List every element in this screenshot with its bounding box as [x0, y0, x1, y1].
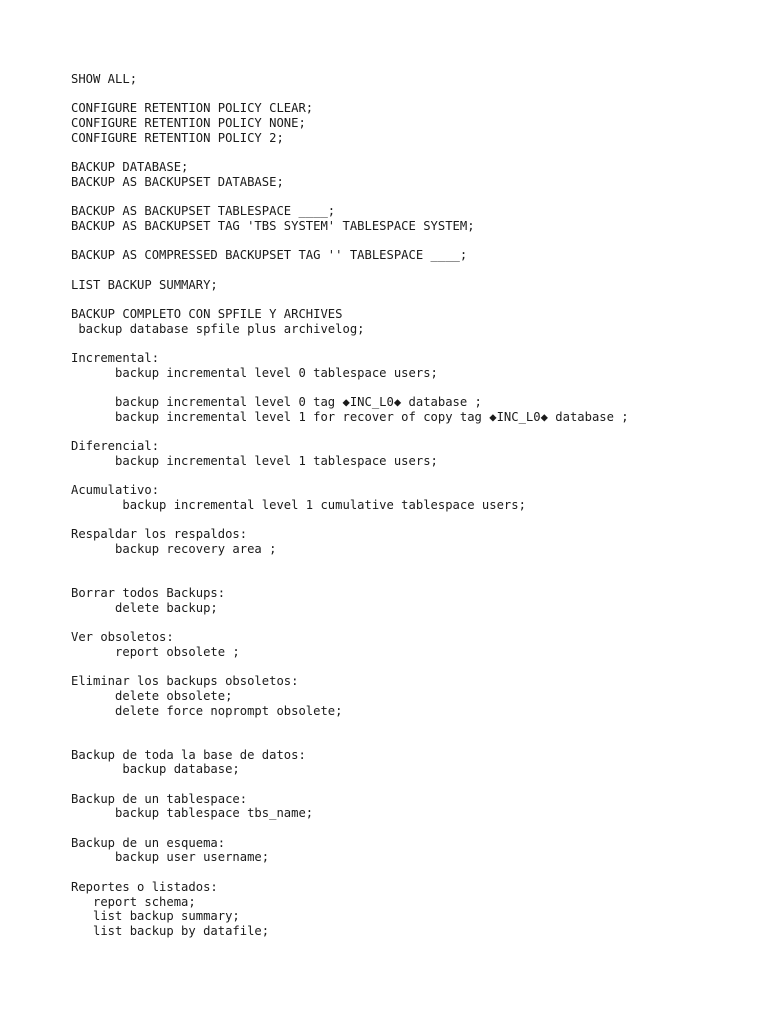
document-line: Reportes o listados: — [71, 879, 218, 894]
document-line — [71, 469, 751, 484]
document-line — [71, 821, 751, 836]
document-body — [71, 72, 751, 939]
document-line — [71, 615, 751, 630]
document-line: Ver obsoletos: — [71, 630, 174, 645]
document-line: backup database spfile plus archivelog; — [71, 321, 365, 336]
document-line — [71, 190, 751, 205]
document-line — [71, 571, 751, 586]
document-line: delete obsolete; — [71, 688, 233, 703]
document-line — [71, 425, 751, 440]
document-line: backup incremental level 0 tag ◆INC_L0◆ database ; — [71, 395, 482, 410]
document-line — [71, 777, 751, 792]
document-line: Eliminar los backups obsoletos: — [71, 674, 299, 689]
document-line: backup incremental level 1 tablespace users; — [71, 453, 438, 468]
document-line: Acumulativo: — [71, 483, 160, 498]
document-line: SHOW ALL; — [71, 72, 138, 86]
document-line: BACKUP DATABASE; — [71, 160, 189, 175]
document-line: BACKUP AS COMPRESSED BACKUPSET TAG '' TABLESPACE ____; — [71, 248, 468, 263]
document-line — [71, 380, 751, 395]
document-line: BACKUP AS BACKUPSET TABLESPACE ____; — [71, 204, 336, 219]
document-line: Respaldar los respaldos: — [71, 527, 248, 542]
document-line: backup tablespace tbs_name; — [71, 806, 314, 821]
document-line: Backup de un esquema: — [71, 835, 226, 850]
document-line: report obsolete ; — [71, 644, 240, 659]
document-line: BACKUP COMPLETO CON SPFILE Y ARCHIVES — [71, 307, 343, 321]
document-line: backup database; — [71, 762, 240, 777]
document-line — [71, 718, 751, 733]
document-line — [71, 145, 751, 160]
document-line: delete backup; — [71, 600, 218, 615]
document-line: Incremental: — [71, 351, 160, 366]
document-line — [71, 865, 751, 880]
document-line: CONFIGURE RETENTION POLICY NONE; — [71, 116, 306, 131]
document-line: report schema; — [71, 894, 196, 909]
document-line — [71, 87, 751, 102]
document-line: delete force noprompt obsolete; — [71, 703, 343, 718]
document-line: list backup summary; — [71, 909, 240, 924]
document-line: Diferencial: — [71, 439, 160, 454]
document-line — [71, 263, 751, 278]
document-line — [71, 513, 751, 528]
document-line: BACKUP AS BACKUPSET DATABASE; — [71, 174, 284, 189]
document-line: backup incremental level 0 tablespace users; — [71, 365, 438, 380]
document-line: Backup de toda la base de datos: — [71, 747, 306, 762]
document-line — [71, 234, 751, 249]
document-line — [71, 660, 751, 675]
document-line: backup incremental level 1 cumulative tablespace users; — [71, 497, 526, 512]
document-line — [71, 336, 751, 351]
document-line — [71, 557, 751, 572]
document-line — [71, 733, 751, 748]
document-line: list backup by datafile; — [71, 923, 270, 938]
document-line: CONFIGURE RETENTION POLICY 2; — [71, 130, 284, 145]
document-line: CONFIGURE RETENTION POLICY CLEAR; — [71, 101, 314, 116]
document-line: BACKUP AS BACKUPSET TAG 'TBS SYSTEM' TABLESPACE SYSTEM; — [71, 218, 475, 233]
document-line: Backup de un tablespace: — [71, 791, 248, 806]
document-line: backup recovery area ; — [71, 542, 277, 556]
document-line: backup user username; — [71, 850, 270, 865]
document-line: backup incremental level 1 for recover of copy tag ◆INC_L0◆ database ; — [71, 409, 629, 424]
document-line — [71, 292, 751, 307]
document-line: Borrar todos Backups: — [71, 586, 226, 601]
document-line: LIST BACKUP SUMMARY; — [71, 277, 218, 292]
